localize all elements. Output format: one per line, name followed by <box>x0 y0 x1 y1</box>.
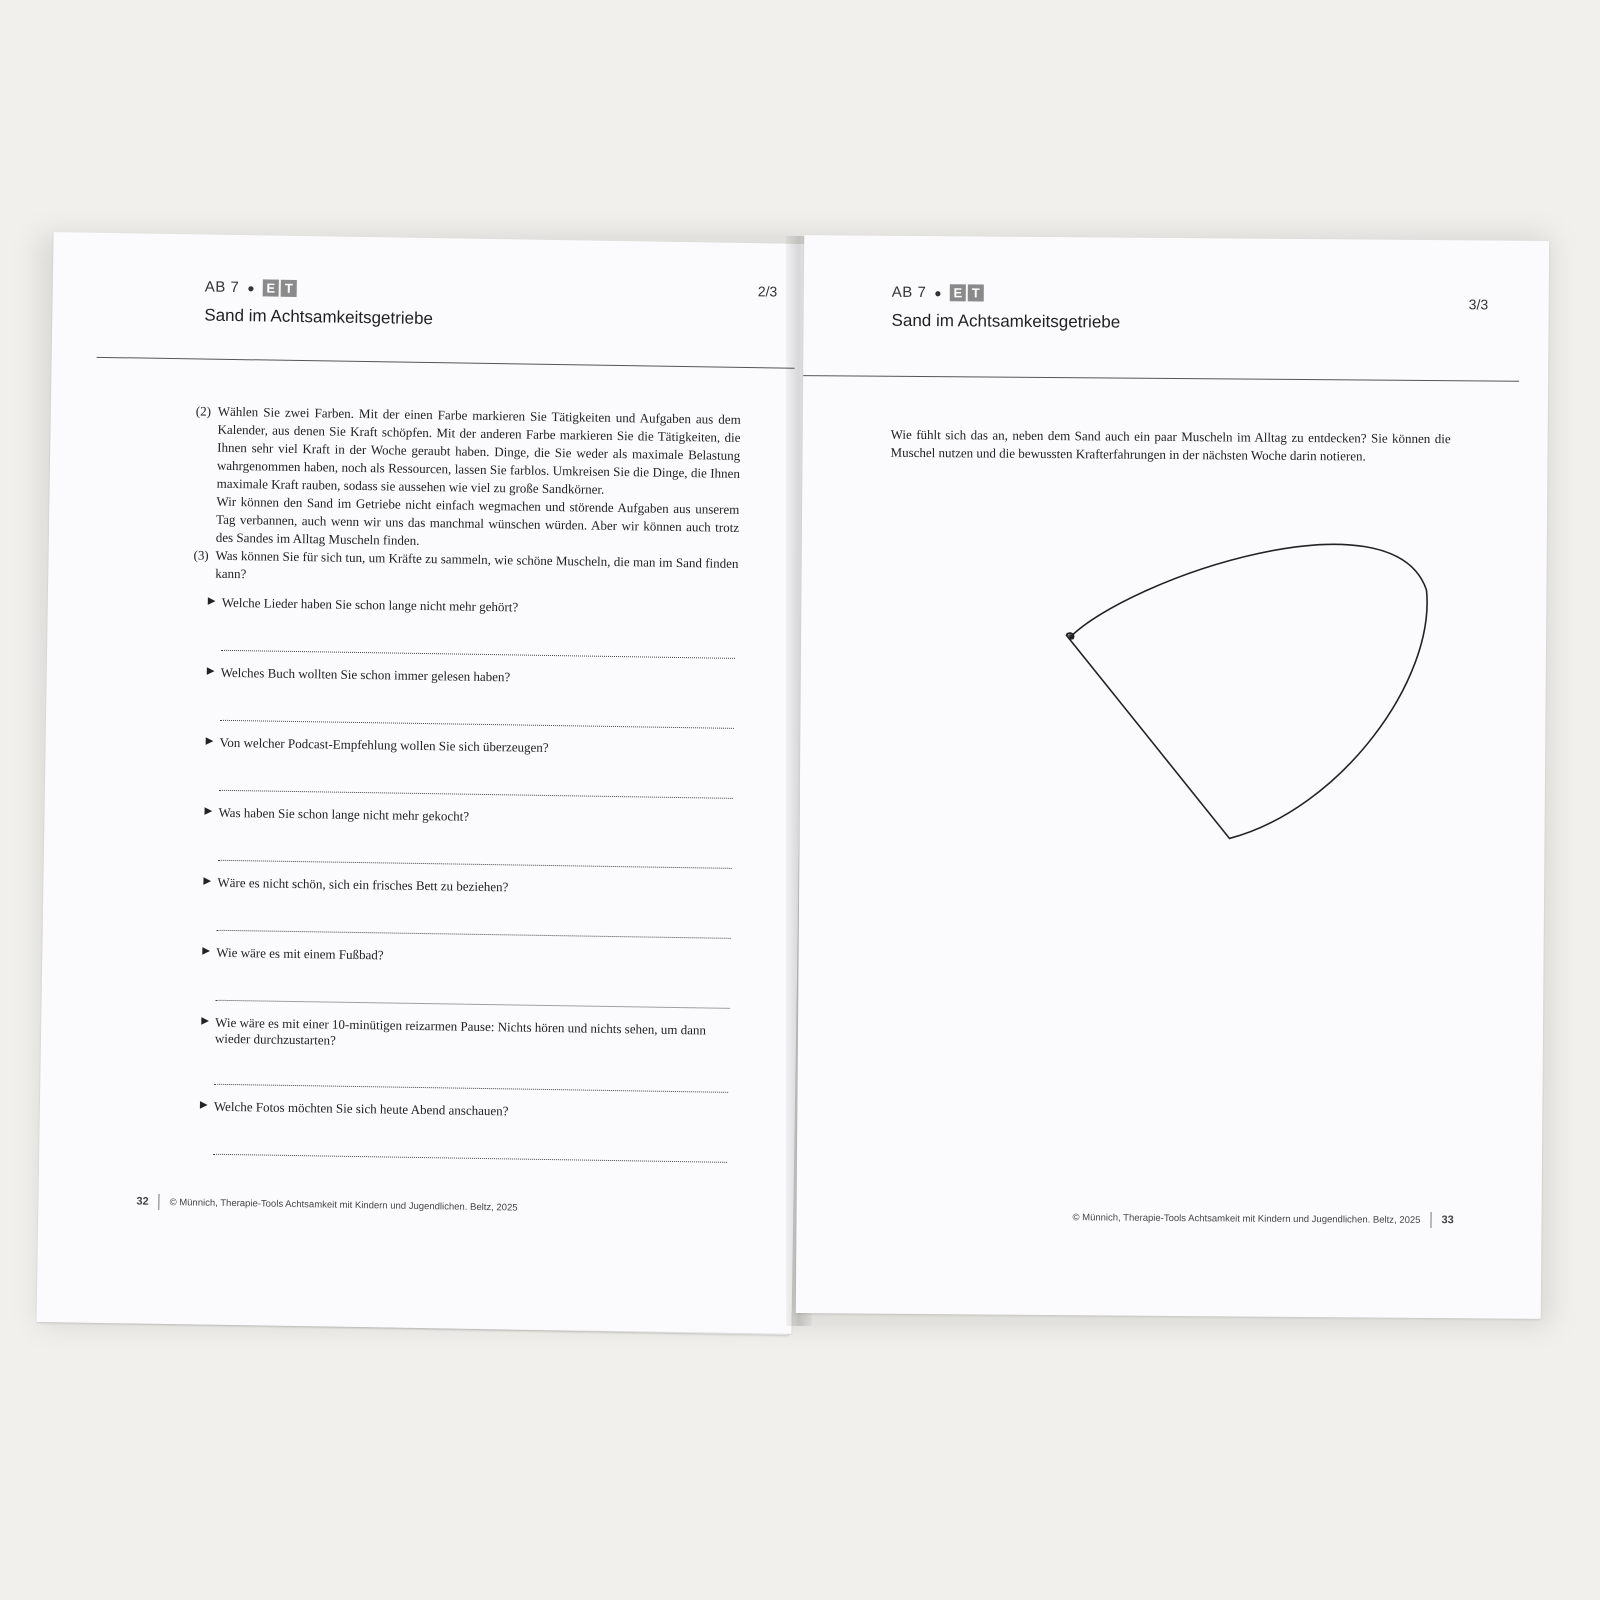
question-item <box>206 665 735 743</box>
sheet-label <box>205 279 434 300</box>
footer-divider <box>159 1194 160 1210</box>
page-title: Sand im Achtsamkeitsgetriebe <box>891 310 1121 332</box>
item-number: (2) <box>195 403 212 419</box>
question-text: Welches Buch wollten Sie schon immer gelesen haben? <box>220 664 511 685</box>
answer-line[interactable] <box>218 860 732 869</box>
question-item <box>199 1099 728 1177</box>
intro-text: Wie fühlt sich das an, neben dem Sand auch ein paar Muscheln im Alltag zu entdecken? Sie können die Muschel nutzen und die bewussten Krafterfahrungen in der nächsten Woche darin notieren. <box>890 426 1451 464</box>
triangle-bullet-icon: ▶ <box>207 595 216 607</box>
answer-line[interactable] <box>219 790 733 799</box>
header-rule <box>803 375 1519 382</box>
paragraph: Was können Sie für sich tun, um Kräfte zu sammeln, wie schöne Muscheln, die man im Sand finden kann? <box>215 547 739 582</box>
right-footer <box>1072 1209 1453 1228</box>
paragraph: Wir können den Sand im Getriebe nicht einfach wegmachen und störende Aufgaben aus unserem Tag verbannen, auch wenn wir uns das manchmal wünschen würden. Aber wir können auch trotz des Sandes im Alltag Muscheln finden. <box>215 493 740 548</box>
question-item <box>201 945 730 1023</box>
badge-letter: E <box>950 284 966 301</box>
triangle-bullet-icon: ▶ <box>206 665 215 677</box>
triangle-bullet-icon: ▶ <box>205 735 214 747</box>
nautilus-shell-illustration <box>869 476 1472 921</box>
badge-letter: E <box>263 279 279 296</box>
instructions <box>193 402 741 591</box>
question-item <box>207 595 736 673</box>
badge-letter: T <box>968 284 984 301</box>
question-item <box>204 805 733 883</box>
question-text: Was haben Sie schon lange nicht mehr gekocht? <box>218 804 470 824</box>
instruction-item <box>193 546 738 591</box>
question-text: Welche Lieder haben Sie schon lange nicht mehr gehört? <box>221 594 519 615</box>
left-page-header <box>204 279 433 330</box>
page-number: 33 <box>1441 1214 1454 1227</box>
question-text: Wie wäre es mit einem Fußbad? <box>216 944 384 963</box>
triangle-bullet-icon: ▶ <box>201 1015 210 1027</box>
instruction-item <box>194 402 741 555</box>
badge-letter: T <box>281 280 297 297</box>
answer-line[interactable] <box>213 1154 727 1163</box>
answer-line[interactable] <box>214 1084 728 1093</box>
sheet-label <box>892 284 1121 303</box>
answer-line[interactable] <box>217 930 731 939</box>
shell-lip-outline <box>1065 542 1428 840</box>
question-item <box>200 1015 729 1107</box>
sheet-id: AB 7 <box>204 278 240 297</box>
question-item <box>205 735 734 813</box>
triangle-bullet-icon: ▶ <box>202 945 211 957</box>
item-number: (3) <box>193 547 209 563</box>
left-page <box>36 232 808 1334</box>
et-badge <box>263 279 297 297</box>
page-title: Sand im Achtsamkeitsgetriebe <box>204 305 434 329</box>
question-list <box>199 595 736 1177</box>
sheet-id: AB 7 <box>891 283 927 302</box>
right-page <box>796 235 1549 1319</box>
question-text: Von welcher Podcast-Empfehlung wollen Sie sich überzeugen? <box>219 734 549 755</box>
page-number: 32 <box>136 1195 149 1208</box>
triangle-bullet-icon: ▶ <box>203 875 212 887</box>
answer-line[interactable] <box>216 1000 730 1009</box>
right-page-header <box>891 284 1120 333</box>
bullet-icon: ● <box>934 285 943 300</box>
page-fraction: 3/3 <box>1468 296 1489 313</box>
footer-divider <box>1430 1212 1431 1228</box>
question-text: Welche Fotos möchten Sie sich heute Abend anschauen? <box>213 1098 509 1119</box>
question-text: Wie wäre es mit einer 10-minütigen reizarmen Pause: Nichts hören und nichts sehen, um dann wieder durchzustarten? <box>214 1014 707 1048</box>
triangle-bullet-icon: ▶ <box>199 1099 208 1111</box>
copyright: © Münnich, Therapie-Tools Achtsamkeit mit Kindern und Jugendlichen. Beltz, 2025 <box>1072 1211 1421 1226</box>
triangle-bullet-icon: ▶ <box>204 805 213 817</box>
page-fraction: 2/3 <box>757 283 778 300</box>
copyright: © Münnich, Therapie-Tools Achtsamkeit mit Kindern und Jugendlichen. Beltz, 2025 <box>169 1196 518 1214</box>
et-badge <box>950 284 984 301</box>
question-item <box>202 875 731 953</box>
header-rule <box>97 357 795 369</box>
left-footer <box>136 1194 517 1216</box>
bullet-icon: ● <box>247 280 256 295</box>
answer-line[interactable] <box>221 650 735 659</box>
answer-line[interactable] <box>220 720 734 729</box>
question-text: Wäre es nicht schön, sich ein frisches Bett zu beziehen? <box>217 874 509 895</box>
paragraph: Wählen Sie zwei Farben. Mit der einen Farbe markieren Sie Tätigkeiten und Aufgaben aus dem Kalender, aus denen Sie Kraft schöpfen. Mit der anderen Farbe markieren Sie die Tätigkeiten, die Ihnen sehr viel Kraft in der Woche geraubt haben. Dinge, die Sie weder als maximale Belastung wahrgenommen haben, noch als Ressourcen, lassen Sie farblos. Umkreisen Sie die Dinge, die Ihnen maximale Kraft rauben, sodass sie aussehen wie viel zu große Sandkörner. <box>216 403 741 497</box>
